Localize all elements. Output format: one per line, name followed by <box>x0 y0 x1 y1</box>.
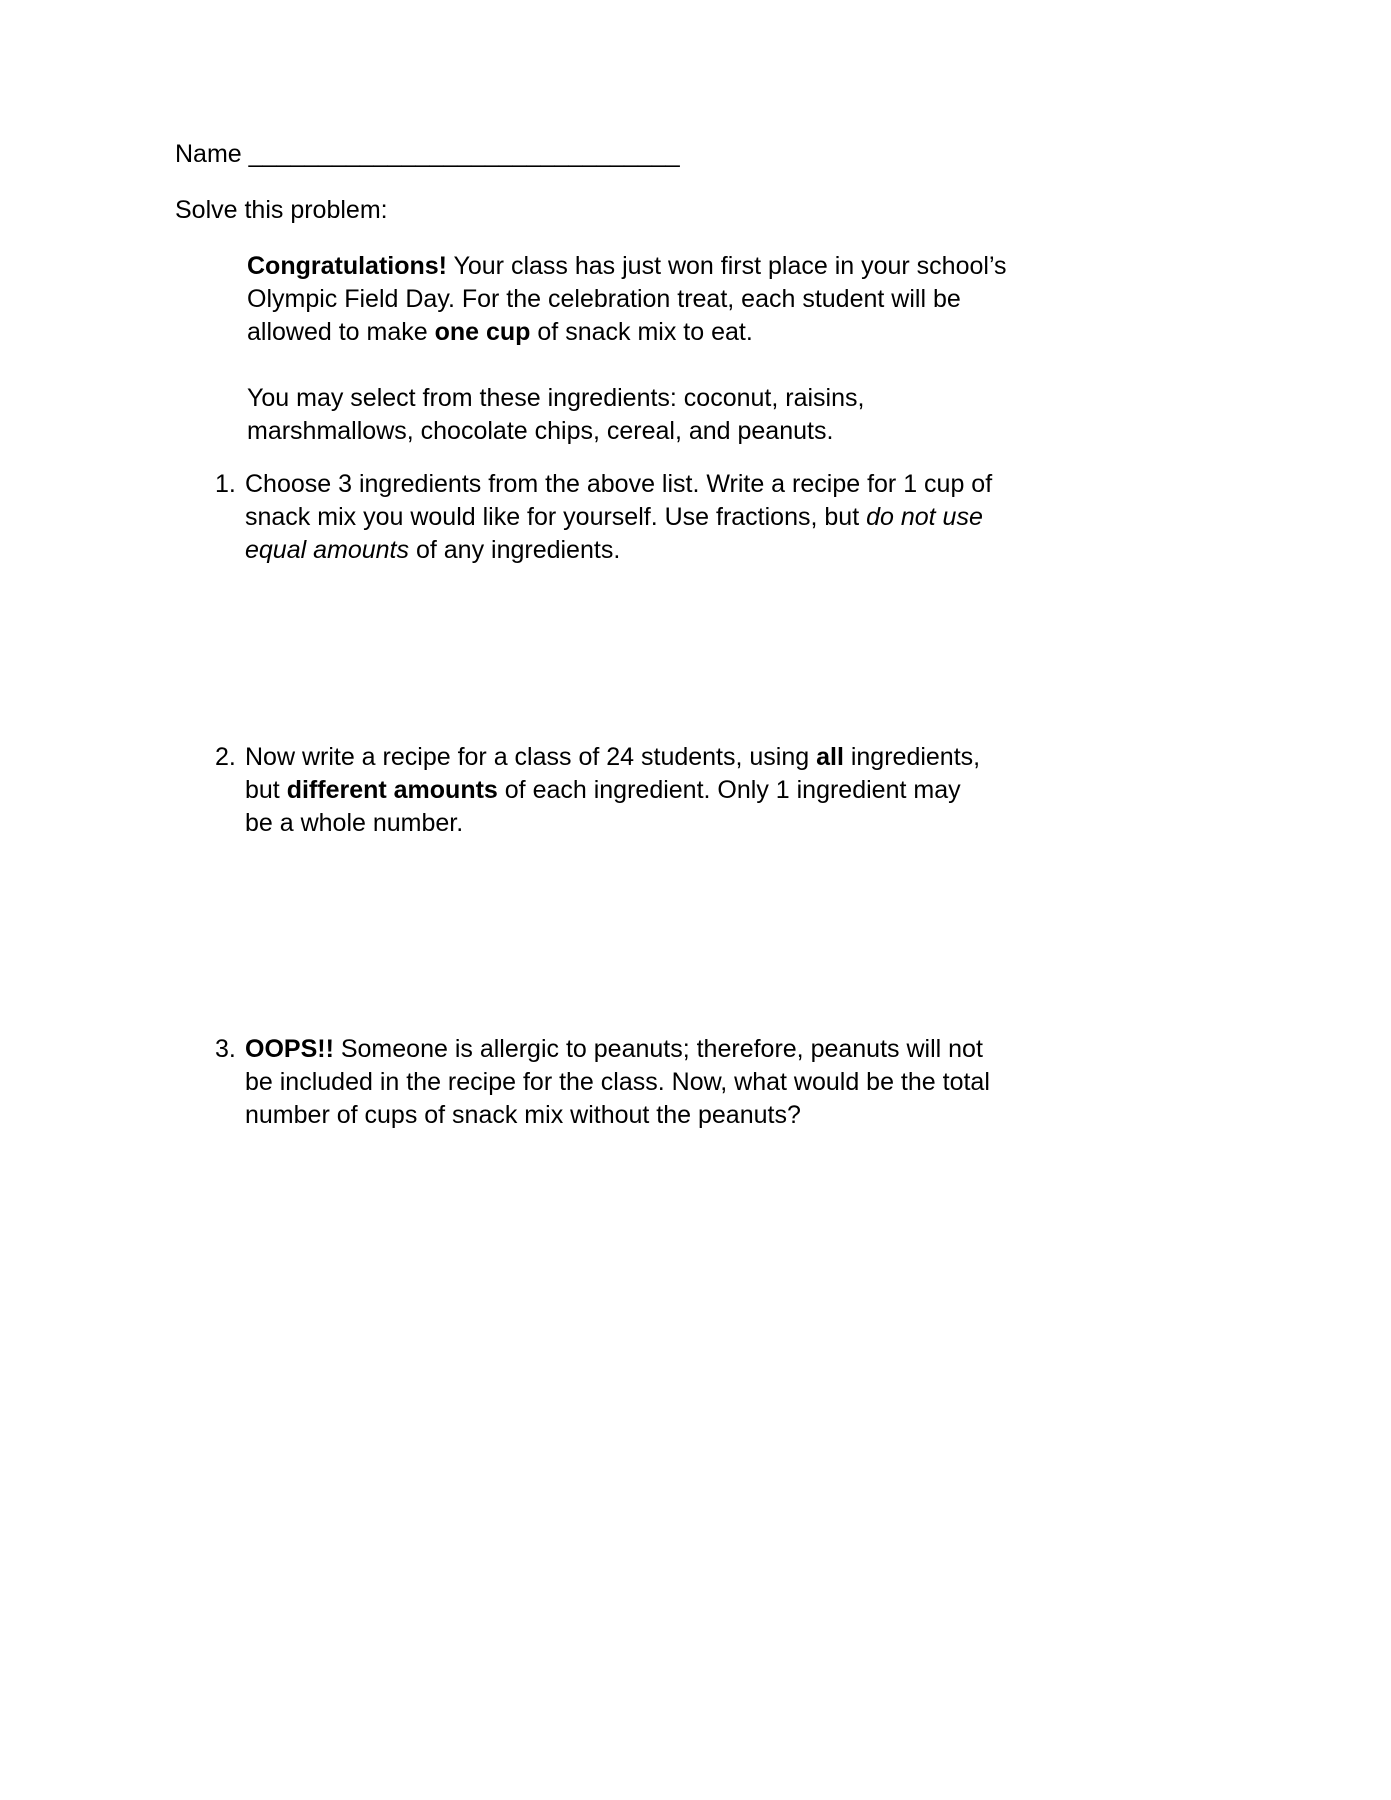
name-label: Name <box>175 140 242 168</box>
intro-block <box>247 250 1037 448</box>
question-2-body <box>245 741 995 840</box>
question-1 <box>175 468 995 567</box>
name-blank-line[interactable]: _______________________________ <box>248 140 680 168</box>
intro-text-tail: of snack mix to eat. <box>530 318 753 346</box>
question-2-number: 2. <box>215 743 236 771</box>
question-2-text-part2: ingredients, but <box>245 743 981 804</box>
question-1-italic-emphasis: do not use equal amounts <box>245 503 983 564</box>
intro-paragraph-2: You may select from these ingredients: coconut, raisins, marshmallows, chocolate chips, cereal, and peanuts. <box>247 384 865 445</box>
question-1-text-part2: of any ingredients. <box>409 536 621 564</box>
name-field-row <box>175 138 680 171</box>
intro-paragraph-1 <box>247 250 1037 349</box>
question-2-text-part1: Now write a recipe for a class of 24 students, using <box>245 743 817 771</box>
question-3-bold-oops: OOPS!! <box>245 1035 334 1063</box>
question-3-body <box>245 1033 995 1132</box>
congratulations-lead: Congratulations! <box>247 252 447 280</box>
question-1-number: 1. <box>215 470 236 498</box>
name-spacer <box>242 138 249 171</box>
question-1-body <box>245 468 995 567</box>
one-cup-emphasis: one cup <box>434 318 531 346</box>
question-3 <box>175 1033 995 1132</box>
question-2-text-part3: of each ingredient. Only 1 ingredient may be a whole number. <box>245 776 961 837</box>
instruction-line: Solve this problem: <box>175 196 388 224</box>
question-2 <box>175 741 995 840</box>
question-1-text-part1: Choose 3 ingredients from the above list. Write a recipe for 1 cup of snack mix you would like for yourself. Use fractions, but <box>245 470 993 531</box>
question-3-number: 3. <box>215 1035 236 1063</box>
intro-text-after-lead: Your class has just won first place in your school’s Olympic Field Day. For the celebration treat, each student will be allowed to make <box>247 252 1007 346</box>
question-3-text-part1: Someone is allergic to peanuts; therefore, peanuts will not be included in the recipe for the class. Now, what would be the total number of cups of snack mix without the peanuts? <box>245 1035 990 1129</box>
question-2-bold-all: all <box>816 743 844 771</box>
question-2-bold-different-amounts: different amounts <box>286 776 498 804</box>
